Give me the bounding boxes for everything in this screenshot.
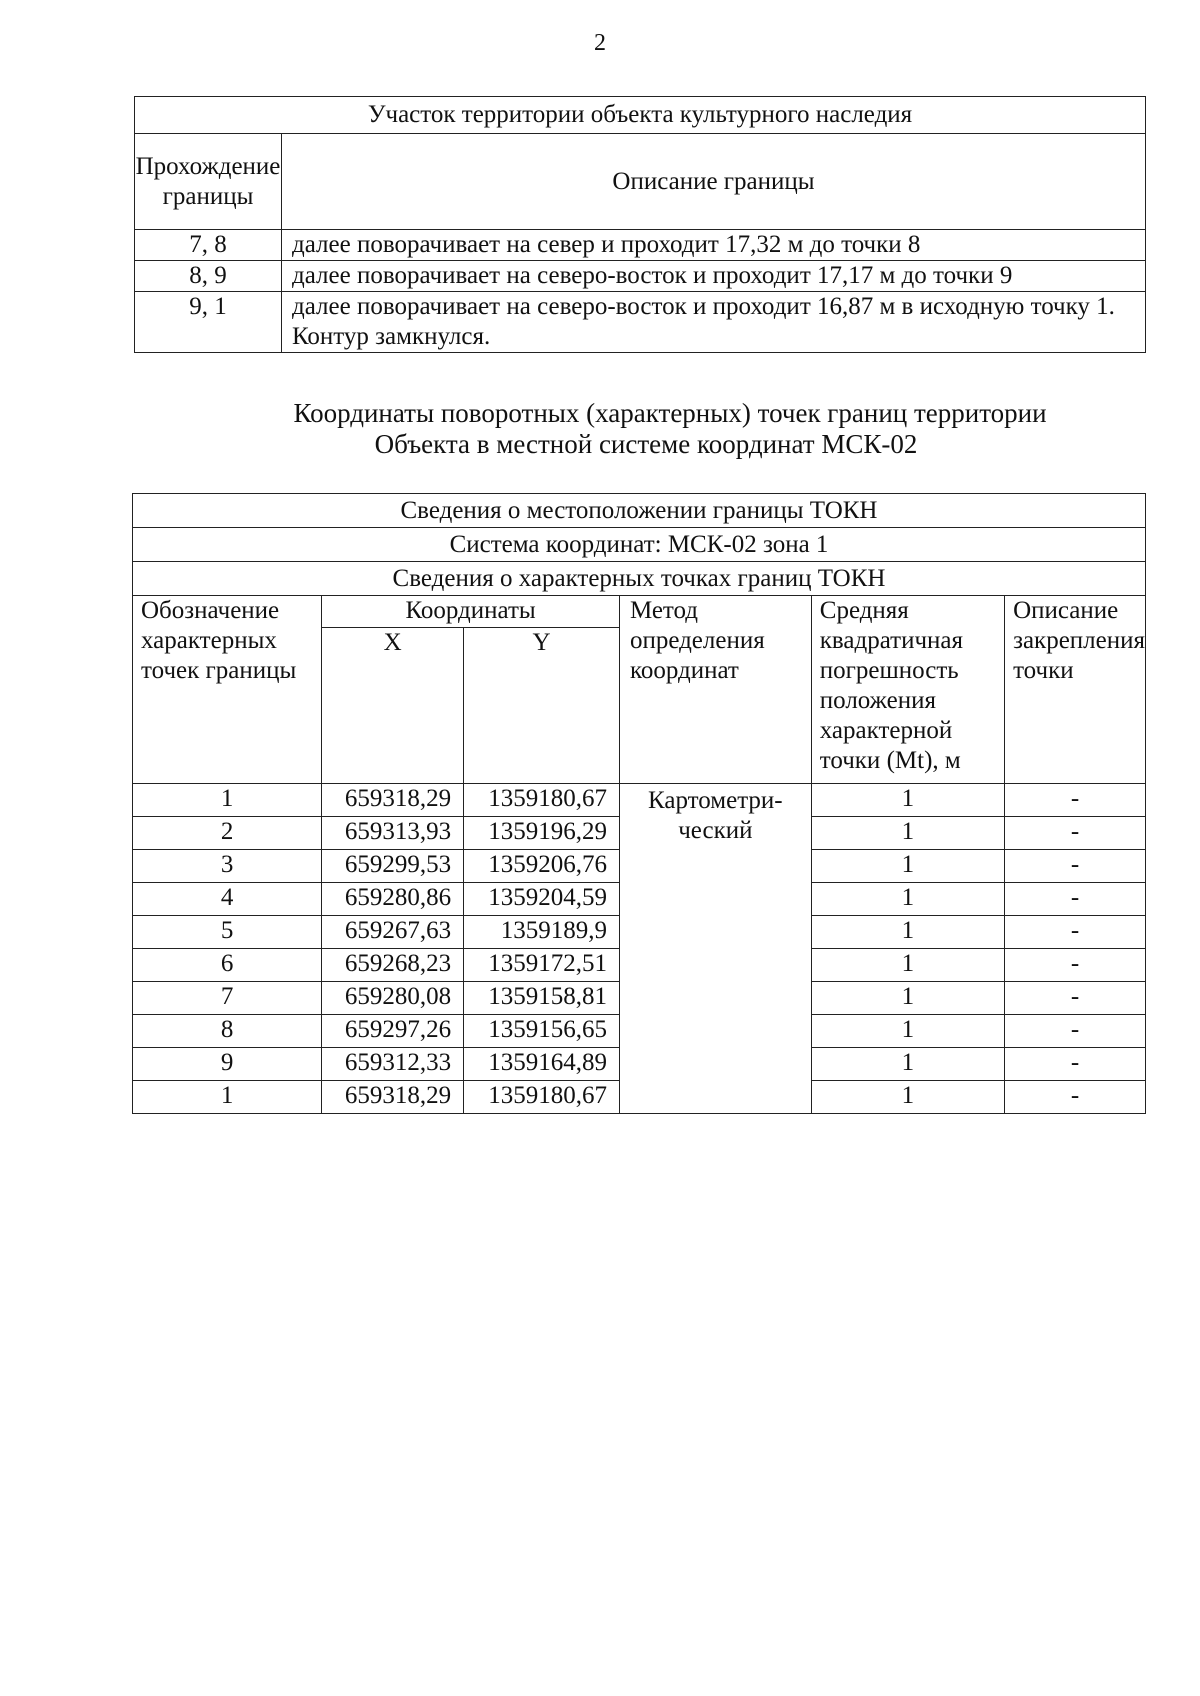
y-cell: 1359196,29	[464, 817, 620, 850]
coordinates-table	[132, 493, 1146, 1114]
fixing-cell: -	[1005, 1015, 1146, 1048]
header-boundary-pass: Прохождение границы	[135, 134, 282, 230]
fixing-cell: -	[1005, 949, 1146, 982]
error-cell: 1	[811, 817, 1004, 850]
method-cell	[619, 784, 811, 1114]
y-cell: 1359180,67	[464, 784, 620, 817]
coordinates-heading	[0, 398, 1200, 460]
description-cell: далее поворачивает на север и проходит 17,32 м до точки 8	[282, 230, 1146, 261]
description-cell: далее поворачивает на северо-восток и проходит 16,87 м в исходную точку 1. Контур замкнулся.	[282, 292, 1146, 353]
coordinate-system-title: Система координат: МСК-02 зона 1	[133, 528, 1146, 562]
y-cell: 1359172,51	[464, 949, 620, 982]
method-line2: ческий	[678, 817, 753, 844]
table-row	[135, 261, 1146, 292]
y-cell: 1359189,9	[464, 916, 620, 949]
header-y: Y	[464, 628, 620, 784]
error-cell: 1	[811, 883, 1004, 916]
fixing-cell: -	[1005, 916, 1146, 949]
error-cell: 1	[811, 1081, 1004, 1114]
point-cell: 1	[133, 784, 322, 817]
method-line1: Картометри-	[648, 787, 783, 814]
segment-cell: 8, 9	[135, 261, 282, 292]
point-cell: 8	[133, 1015, 322, 1048]
point-cell: 5	[133, 916, 322, 949]
y-cell: 1359156,65	[464, 1015, 620, 1048]
y-cell: 1359164,89	[464, 1048, 620, 1081]
header-x: X	[322, 628, 464, 784]
header-boundary-description: Описание границы	[282, 134, 1146, 230]
fixing-cell: -	[1005, 982, 1146, 1015]
fixing-cell: -	[1005, 883, 1146, 916]
x-cell: 659280,08	[322, 982, 464, 1015]
coordinates-heading-line2: Объекта в местной системе координат МСК-02	[374, 429, 918, 459]
point-cell: 1	[133, 1081, 322, 1114]
table1-title: Участок территории объекта культурного наследия	[135, 97, 1146, 134]
point-cell: 7	[133, 982, 322, 1015]
x-cell: 659268,23	[322, 949, 464, 982]
y-cell: 1359158,81	[464, 982, 620, 1015]
segment-cell: 7, 8	[135, 230, 282, 261]
fixing-cell: -	[1005, 1081, 1146, 1114]
x-cell: 659318,29	[322, 1081, 464, 1114]
x-cell: 659280,86	[322, 883, 464, 916]
x-cell: 659267,63	[322, 916, 464, 949]
header-coordinates: Координаты	[322, 596, 620, 628]
error-cell: 1	[811, 784, 1004, 817]
x-cell: 659318,29	[322, 784, 464, 817]
fixing-cell: -	[1005, 784, 1146, 817]
error-cell: 1	[811, 850, 1004, 883]
error-cell: 1	[811, 1015, 1004, 1048]
y-cell: 1359206,76	[464, 850, 620, 883]
page-number: 2	[594, 30, 606, 56]
fixing-cell: -	[1005, 1048, 1146, 1081]
header-method: Метод определения координат	[619, 596, 811, 784]
segment-cell: 9, 1	[135, 292, 282, 353]
error-cell: 1	[811, 916, 1004, 949]
header-points: Обозначение характерных точек границы	[133, 596, 322, 784]
location-info-title: Сведения о местоположении границы ТОКН	[133, 494, 1146, 528]
header-error: Средняя квадратичная погрешность положения характерной точки (Mt), м	[811, 596, 1004, 784]
table-row	[135, 292, 1146, 353]
x-cell: 659312,33	[322, 1048, 464, 1081]
y-cell: 1359180,67	[464, 1081, 620, 1114]
x-cell: 659313,93	[322, 817, 464, 850]
header-fixing: Описание закрепления точки	[1005, 596, 1146, 784]
fixing-cell: -	[1005, 817, 1146, 850]
description-cell: далее поворачивает на северо-восток и проходит 17,17 м до точки 9	[282, 261, 1146, 292]
error-cell: 1	[811, 982, 1004, 1015]
x-cell: 659297,26	[322, 1015, 464, 1048]
point-cell: 3	[133, 850, 322, 883]
point-cell: 2	[133, 817, 322, 850]
boundary-description-table	[134, 96, 1146, 353]
x-cell: 659299,53	[322, 850, 464, 883]
table-row	[135, 230, 1146, 261]
error-cell: 1	[811, 1048, 1004, 1081]
point-cell: 4	[133, 883, 322, 916]
y-cell: 1359204,59	[464, 883, 620, 916]
coordinates-heading-line1: Координаты поворотных (характерных) точек границ территории	[293, 398, 1047, 428]
points-info-title: Сведения о характерных точках границ ТОКН	[133, 562, 1146, 596]
point-cell: 6	[133, 949, 322, 982]
error-cell: 1	[811, 949, 1004, 982]
point-cell: 9	[133, 1048, 322, 1081]
table-row	[133, 784, 1146, 817]
fixing-cell: -	[1005, 850, 1146, 883]
